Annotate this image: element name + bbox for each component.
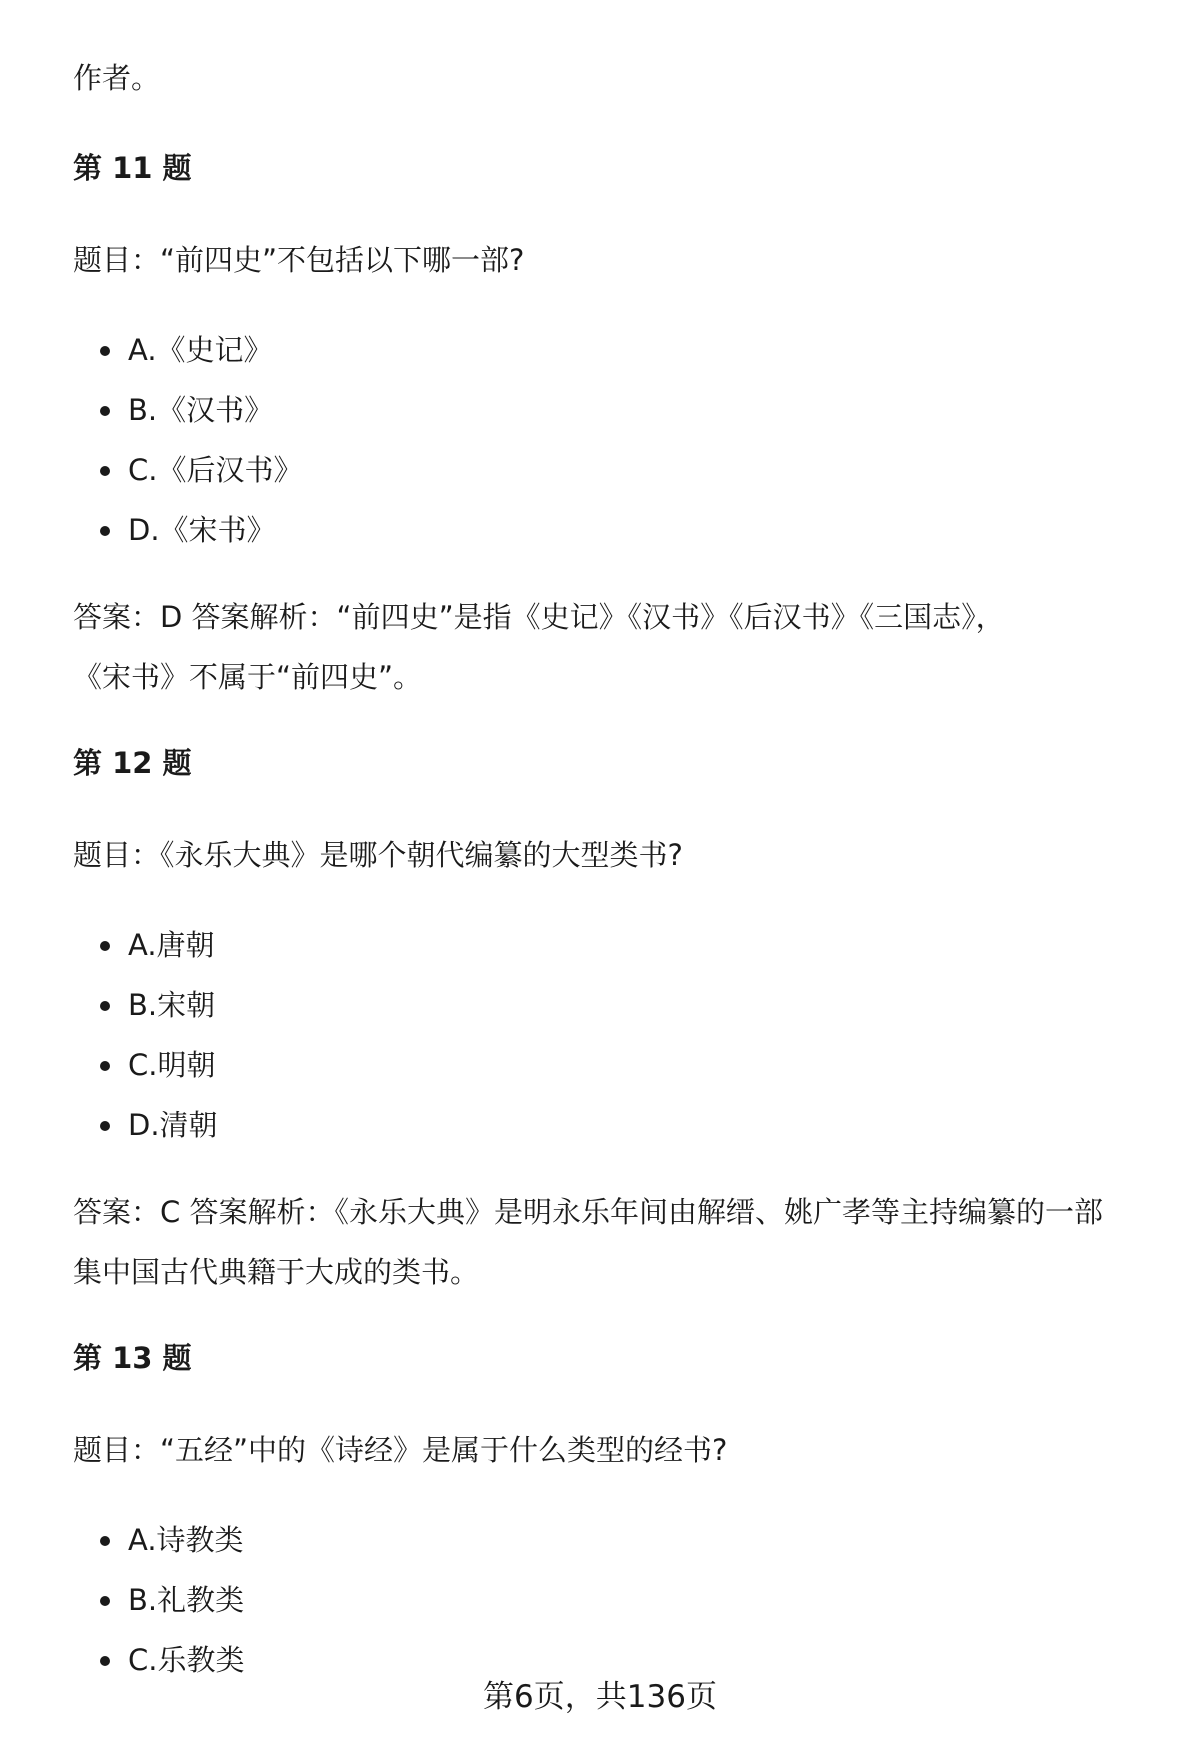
question-11-answer-line-1: 答案：D 答案解析：“前四史”是指《史记》《汉书》《后汉书》《三国志》， [73,600,1005,634]
question-11-answer-line-2: 《宋书》不属于“前四史”。 [73,660,423,694]
question-12-prompt: 题目：《永乐大典》是哪个朝代编纂的大型类书? [73,838,683,872]
question-12-answer-line-1: 答案：C 答案解析：《永乐大典》是明永乐年间由解缙、姚广孝等主持编纂的一部 [73,1195,1103,1229]
option-label: A.诗教类 [128,1523,244,1557]
option-item [73,1510,244,1570]
option-item [73,975,218,1035]
option-label: A.《史记》 [128,333,273,367]
continuation-text: 作者。 [73,61,161,95]
option-label: A.唐朝 [128,928,215,962]
question-13-options [73,1510,244,1690]
question-12-heading: 第 12 题 [73,746,192,780]
option-label: B.宋朝 [128,988,216,1022]
option-item [73,1035,218,1095]
option-item [73,915,218,975]
option-label: C.明朝 [128,1048,216,1082]
option-item [73,440,302,500]
question-11-prompt: 题目：“前四史”不包括以下哪一部? [73,243,525,277]
option-label: C.乐教类 [128,1643,245,1677]
option-label: B.礼教类 [128,1583,245,1617]
bullet-icon [100,526,110,536]
bullet-icon [100,1061,110,1071]
option-item [73,500,302,560]
option-item [73,320,302,380]
option-item [73,1095,218,1155]
question-13-prompt: 题目：“五经”中的《诗经》是属于什么类型的经书? [73,1433,728,1467]
option-label: C.《后汉书》 [128,453,303,487]
question-11-heading: 第 11 题 [73,151,192,185]
bullet-icon [100,1121,110,1131]
bullet-icon [100,466,110,476]
bullet-icon [100,406,110,416]
option-label: B.《汉书》 [128,393,274,427]
option-label: D.清朝 [128,1108,218,1142]
question-13-heading: 第 13 题 [73,1341,192,1375]
page-footer: 第6页，共136页 [483,1679,717,1715]
question-11-options [73,320,302,560]
bullet-icon [100,1536,110,1546]
question-12-answer-line-2: 集中国古代典籍于大成的类书。 [73,1255,480,1289]
option-item [73,1570,244,1630]
bullet-icon [100,1001,110,1011]
option-item [73,380,302,440]
question-12-options [73,915,218,1155]
option-label: D.《宋书》 [128,513,276,547]
bullet-icon [100,1656,110,1666]
bullet-icon [100,941,110,951]
bullet-icon [100,1596,110,1606]
bullet-icon [100,346,110,356]
